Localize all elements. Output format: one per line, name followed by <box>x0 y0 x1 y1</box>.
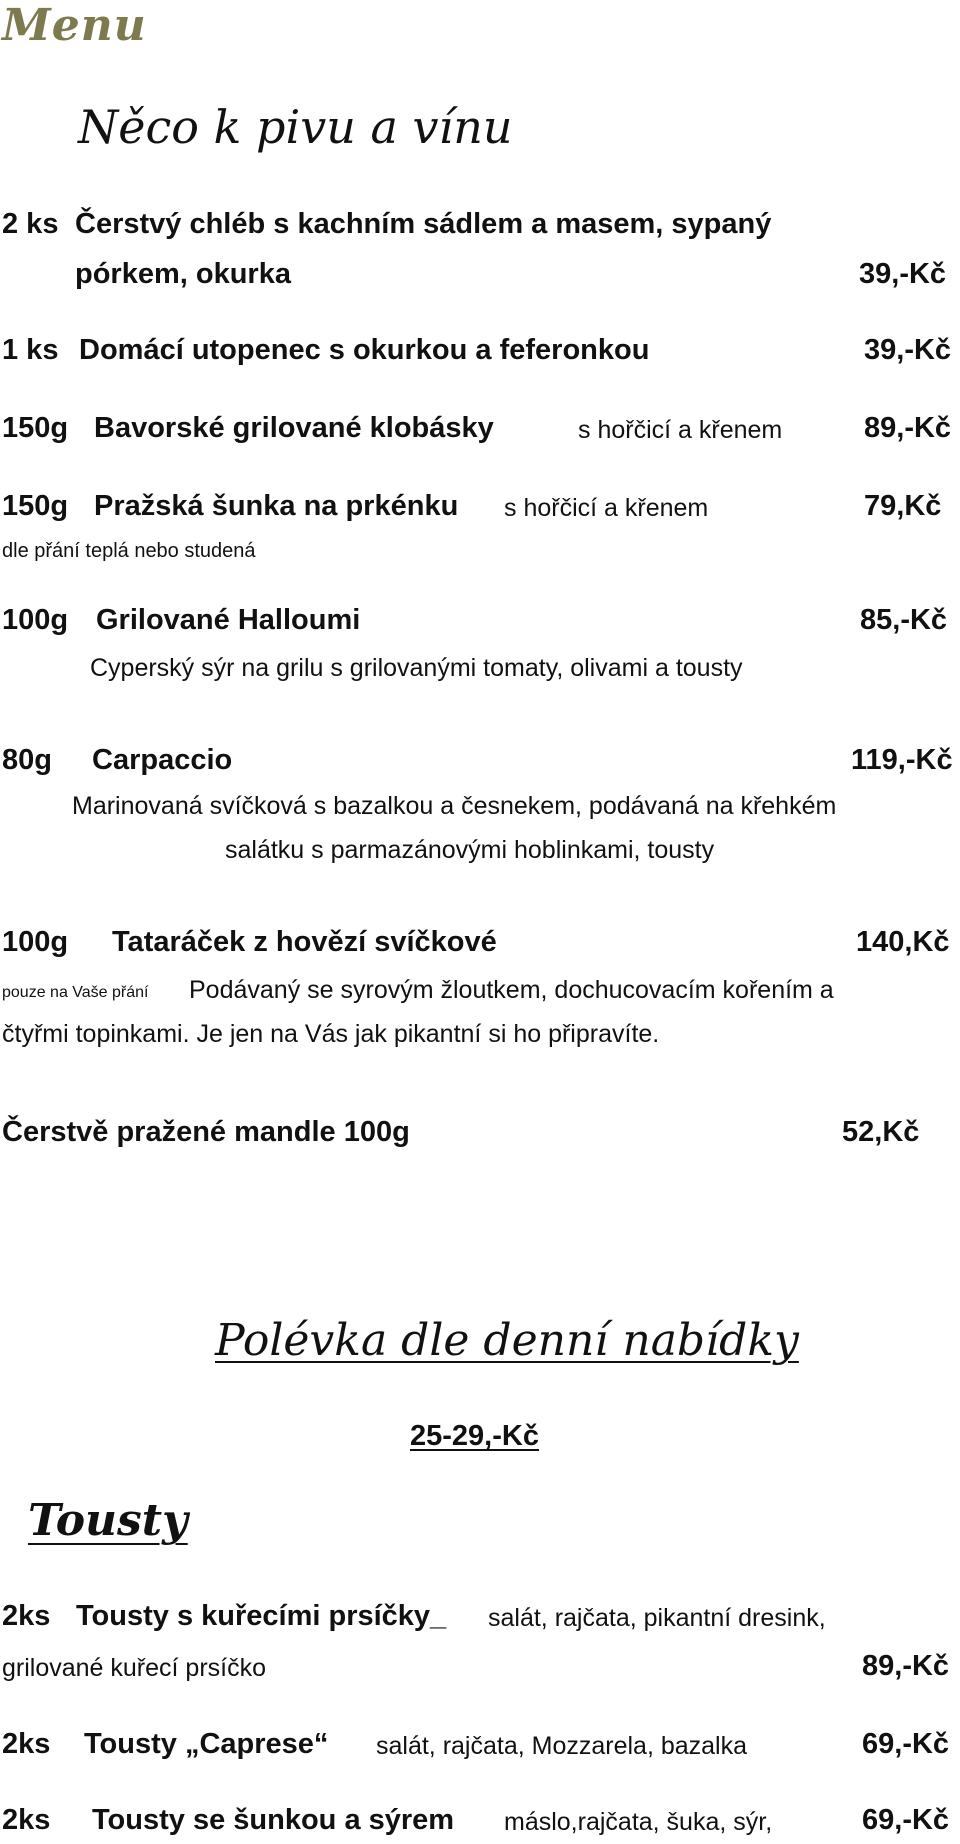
toast-qty: 2ks <box>2 1728 51 1760</box>
item-qty: 150g <box>2 412 69 444</box>
item-price: 39,-Kč <box>864 334 952 366</box>
item-price: 79,Kč <box>864 490 942 522</box>
toast-desc: salát, rajčata, Mozzarela, bazalka <box>376 1732 748 1760</box>
item-name: Čerstvě pražené mandle 100g <box>2 1116 410 1148</box>
item-name: Tataráček z hovězí svíčkové <box>112 926 497 958</box>
toast-qty: 2ks <box>2 1804 51 1836</box>
toast-price: 69,-Kč <box>862 1804 950 1836</box>
item-name: pórkem, okurka <box>75 258 291 290</box>
item-price: 140,Kč <box>856 926 950 958</box>
item-note: dle přání teplá nebo studená <box>2 540 256 562</box>
item-desc: salátku s parmazánovými hoblinkami, tousty <box>225 836 715 864</box>
item-name: Grilované Halloumi <box>96 604 361 636</box>
item-desc: čtyřmi topinkami. Je jen na Vás jak pikantní si ho připravíte. <box>2 1020 660 1048</box>
soup-price: 25-29,-Kč <box>410 1420 539 1452</box>
item-name: Pražská šunka na prkénku <box>94 490 459 522</box>
toast-desc: salát, rajčata, pikantní dresink, <box>488 1604 826 1632</box>
section-title-toasts-text: Tousty <box>28 1495 188 1546</box>
toast-qty: 2ks <box>2 1600 51 1632</box>
item-price: 89,-Kč <box>864 412 952 444</box>
item-desc: Cyperský sýr na grilu s grilovanými tomaty, olivami a tousty <box>90 654 743 682</box>
section-title-toasts <box>0 1495 188 1546</box>
toast-desc: grilované kuřecí prsíčko <box>2 1654 267 1682</box>
toast-name: Tousty „Caprese“ <box>84 1728 329 1760</box>
item-qty: 2 ks <box>2 208 59 240</box>
item-price: 119,-Kč <box>851 744 953 776</box>
item-price: 39,-Kč <box>859 258 947 290</box>
item-desc: Podávaný se syrovým žloutkem, dochucovacím kořením a <box>189 976 834 1004</box>
toast-price: 89,-Kč <box>862 1650 950 1682</box>
item-name: Domácí utopenec s okurkou a feferonkou <box>79 334 650 366</box>
item-qty: 80g <box>2 744 52 776</box>
toast-price: 69,-Kč <box>862 1728 950 1760</box>
toast-name: Tousty s kuřecími prsíčky_ <box>76 1600 447 1632</box>
item-qty: 150g <box>2 490 69 522</box>
section-title-soup: Polévka dle denní nabídky <box>215 1315 799 1366</box>
item-qty: 1 ks <box>2 334 59 366</box>
toast-desc: máslo,rajčata, šuka, sýr, <box>504 1808 773 1836</box>
item-desc: Marinovaná svíčková s bazalkou a česnekem, podávaná na křehkém <box>72 792 837 820</box>
toast-name: Tousty se šunkou a sýrem <box>92 1804 455 1836</box>
brand-logo: Menu <box>2 0 147 51</box>
item-desc: s hořčicí a křenem <box>578 416 783 444</box>
item-price: 52,Kč <box>842 1116 920 1148</box>
item-name: Čerstvý chléb s kachním sádlem a masem, sypaný <box>75 208 772 240</box>
item-qty: 100g <box>2 604 69 636</box>
item-note: pouze na Vaše přání <box>2 984 149 1001</box>
section-title-beer-wine: Něco k pivu a vínu <box>78 100 513 154</box>
item-name: Carpaccio <box>92 744 233 776</box>
item-name: Bavorské grilované klobásky <box>94 412 494 444</box>
item-price: 85,-Kč <box>860 604 948 636</box>
item-desc: s hořčicí a křenem <box>504 494 709 522</box>
item-qty: 100g <box>2 926 69 958</box>
